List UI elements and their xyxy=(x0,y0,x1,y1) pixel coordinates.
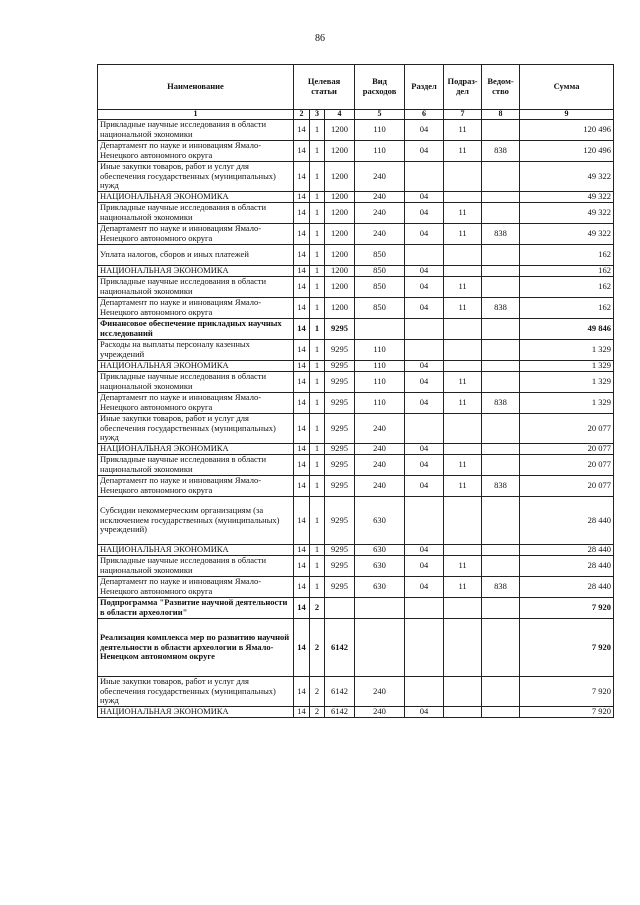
cell-sum: 49 322 xyxy=(520,162,614,192)
table-row xyxy=(98,361,614,372)
table-row xyxy=(98,414,614,444)
cell-c6: 04 xyxy=(405,120,444,141)
table-row xyxy=(98,677,614,707)
cell-c5: 240 xyxy=(355,203,405,224)
header-sum: Сумма xyxy=(520,65,614,110)
cell-c6: 04 xyxy=(405,577,444,598)
cell-c7: 11 xyxy=(444,203,482,224)
cell-sum: 49 322 xyxy=(520,224,614,245)
cell-c2: 14 xyxy=(294,677,310,707)
cell-c7 xyxy=(444,192,482,203)
cell-c4: 9295 xyxy=(325,577,355,598)
cell-c7: 11 xyxy=(444,577,482,598)
cell-c6 xyxy=(405,677,444,707)
table-row xyxy=(98,556,614,577)
cell-c6: 04 xyxy=(405,361,444,372)
cell-c6: 04 xyxy=(405,476,444,497)
cell-c7 xyxy=(444,707,482,718)
cell-c8: 838 xyxy=(482,141,520,162)
cell-c7: 11 xyxy=(444,120,482,141)
cell-c7: 11 xyxy=(444,372,482,393)
cell-c4: 9295 xyxy=(325,545,355,556)
table-row xyxy=(98,141,614,162)
cell-sum: 28 440 xyxy=(520,556,614,577)
cell-c6 xyxy=(405,414,444,444)
cell-c2: 14 xyxy=(294,556,310,577)
cell-c2: 14 xyxy=(294,497,310,545)
row-name: Департамент по науке и инновациям Ямало-Ненецкого автономного округа xyxy=(98,141,294,162)
table-row xyxy=(98,393,614,414)
cell-c5: 240 xyxy=(355,414,405,444)
cell-c3: 1 xyxy=(310,372,325,393)
cell-c8 xyxy=(482,192,520,203)
cell-c4: 6142 xyxy=(325,619,355,677)
cell-c4: 9295 xyxy=(325,556,355,577)
cell-c2: 14 xyxy=(294,455,310,476)
cell-c4: 9295 xyxy=(325,497,355,545)
cell-c8 xyxy=(482,162,520,192)
cell-c7: 11 xyxy=(444,476,482,497)
cell-c8 xyxy=(482,319,520,340)
cell-c2: 14 xyxy=(294,203,310,224)
cell-sum: 49 322 xyxy=(520,203,614,224)
cell-c5: 110 xyxy=(355,361,405,372)
cell-c3: 1 xyxy=(310,319,325,340)
cell-c2: 14 xyxy=(294,414,310,444)
cell-c8 xyxy=(482,277,520,298)
cell-c4: 1200 xyxy=(325,120,355,141)
cell-c4: 1200 xyxy=(325,162,355,192)
cell-c2: 14 xyxy=(294,340,310,361)
cell-c8 xyxy=(482,203,520,224)
row-name: Департамент по науке и инновациям Ямало-Ненецкого автономного округа xyxy=(98,298,294,319)
cell-sum: 120 496 xyxy=(520,141,614,162)
cell-c7 xyxy=(444,266,482,277)
table-row xyxy=(98,497,614,545)
row-name: Прикладные научные исследования в области национальной экономики xyxy=(98,372,294,393)
cell-c5: 240 xyxy=(355,455,405,476)
cell-c6: 04 xyxy=(405,203,444,224)
cell-c4: 6142 xyxy=(325,677,355,707)
cell-c8: 838 xyxy=(482,224,520,245)
cell-c8 xyxy=(482,361,520,372)
column-number: 9 xyxy=(520,110,614,120)
table-row xyxy=(98,277,614,298)
cell-c6: 04 xyxy=(405,455,444,476)
cell-c8 xyxy=(482,598,520,619)
table-row xyxy=(98,298,614,319)
cell-c3: 1 xyxy=(310,393,325,414)
table-row xyxy=(98,476,614,497)
row-name: Расходы на выплаты персоналу казенных учреждений xyxy=(98,340,294,361)
cell-sum: 1 329 xyxy=(520,361,614,372)
cell-c8 xyxy=(482,340,520,361)
cell-c6: 04 xyxy=(405,277,444,298)
header-target: Целевая статьи xyxy=(294,65,355,110)
cell-sum: 162 xyxy=(520,298,614,319)
cell-c5: 110 xyxy=(355,393,405,414)
cell-c6 xyxy=(405,619,444,677)
column-number: 4 xyxy=(325,110,355,120)
page-number: 86 xyxy=(315,33,325,44)
table-row xyxy=(98,224,614,245)
cell-c4: 1200 xyxy=(325,298,355,319)
cell-c7 xyxy=(444,598,482,619)
column-number: 6 xyxy=(405,110,444,120)
cell-c5: 850 xyxy=(355,266,405,277)
cell-c6: 04 xyxy=(405,298,444,319)
cell-sum: 49 846 xyxy=(520,319,614,340)
cell-c5 xyxy=(355,598,405,619)
table-row xyxy=(98,245,614,266)
cell-c5: 110 xyxy=(355,372,405,393)
cell-c6: 04 xyxy=(405,707,444,718)
cell-c7 xyxy=(444,545,482,556)
cell-c8 xyxy=(482,120,520,141)
cell-c4: 1200 xyxy=(325,245,355,266)
cell-c8 xyxy=(482,444,520,455)
cell-c2: 14 xyxy=(294,245,310,266)
cell-c5 xyxy=(355,319,405,340)
cell-c5: 240 xyxy=(355,677,405,707)
cell-c5: 630 xyxy=(355,556,405,577)
cell-c2: 14 xyxy=(294,162,310,192)
cell-c5: 240 xyxy=(355,224,405,245)
row-name: Прикладные научные исследования в области национальной экономики xyxy=(98,120,294,141)
cell-c6 xyxy=(405,598,444,619)
table-row xyxy=(98,372,614,393)
cell-c3: 1 xyxy=(310,120,325,141)
row-name: Субсидии некоммерческим организациям (за исключением государственных (муниципальных) учреждений) xyxy=(98,497,294,545)
cell-c8 xyxy=(482,245,520,266)
cell-c7 xyxy=(444,319,482,340)
cell-c2: 14 xyxy=(294,361,310,372)
cell-c5: 630 xyxy=(355,545,405,556)
row-name: НАЦИОНАЛЬНАЯ ЭКОНОМИКА xyxy=(98,192,294,203)
column-number: 3 xyxy=(310,110,325,120)
cell-sum: 28 440 xyxy=(520,497,614,545)
cell-c3: 2 xyxy=(310,707,325,718)
row-name: Департамент по науке и инновациям Ямало-Ненецкого автономного округа xyxy=(98,224,294,245)
cell-c6: 04 xyxy=(405,444,444,455)
cell-c3: 1 xyxy=(310,245,325,266)
header-department: Ведом-ство xyxy=(482,65,520,110)
cell-c4: 9295 xyxy=(325,319,355,340)
cell-c7 xyxy=(444,497,482,545)
row-name: НАЦИОНАЛЬНАЯ ЭКОНОМИКА xyxy=(98,707,294,718)
cell-sum: 7 920 xyxy=(520,598,614,619)
table-row xyxy=(98,266,614,277)
cell-c2: 14 xyxy=(294,192,310,203)
cell-sum: 162 xyxy=(520,245,614,266)
cell-c3: 1 xyxy=(310,497,325,545)
cell-c4: 9295 xyxy=(325,393,355,414)
cell-c4: 1200 xyxy=(325,224,355,245)
cell-c3: 1 xyxy=(310,414,325,444)
budget-table xyxy=(97,64,614,718)
table-row xyxy=(98,319,614,340)
cell-c5: 240 xyxy=(355,192,405,203)
cell-c7 xyxy=(444,361,482,372)
cell-c6: 04 xyxy=(405,556,444,577)
row-name: Иные закупки товаров, работ и услуг для обеспечения государственных (муниципальных) нужд xyxy=(98,677,294,707)
cell-c8 xyxy=(482,556,520,577)
table-row xyxy=(98,619,614,677)
cell-c2: 14 xyxy=(294,372,310,393)
cell-c8 xyxy=(482,677,520,707)
cell-c4: 9295 xyxy=(325,414,355,444)
table-row xyxy=(98,577,614,598)
cell-c3: 1 xyxy=(310,455,325,476)
cell-c5: 110 xyxy=(355,120,405,141)
cell-sum: 20 077 xyxy=(520,455,614,476)
cell-c4: 9295 xyxy=(325,455,355,476)
cell-c2: 14 xyxy=(294,577,310,598)
cell-c2: 14 xyxy=(294,277,310,298)
cell-c4: 9295 xyxy=(325,361,355,372)
cell-sum: 20 077 xyxy=(520,444,614,455)
cell-c4: 9295 xyxy=(325,476,355,497)
cell-c3: 1 xyxy=(310,476,325,497)
cell-c3: 1 xyxy=(310,224,325,245)
cell-c4: 1200 xyxy=(325,141,355,162)
row-name: Финансовое обеспечение прикладных научных исследований xyxy=(98,319,294,340)
cell-c4: 6142 xyxy=(325,707,355,718)
cell-c7 xyxy=(444,677,482,707)
cell-c6: 04 xyxy=(405,141,444,162)
cell-c6 xyxy=(405,497,444,545)
row-name: Прикладные научные исследования в области национальной экономики xyxy=(98,277,294,298)
column-number: 1 xyxy=(98,110,294,120)
cell-sum: 20 077 xyxy=(520,414,614,444)
cell-c3: 1 xyxy=(310,577,325,598)
cell-c4: 9295 xyxy=(325,340,355,361)
table-row xyxy=(98,340,614,361)
cell-c2: 14 xyxy=(294,298,310,319)
row-name: Подпрограмма "Развитие научной деятельности в области археологии" xyxy=(98,598,294,619)
cell-c6: 04 xyxy=(405,393,444,414)
cell-c5: 240 xyxy=(355,707,405,718)
cell-c8 xyxy=(482,545,520,556)
cell-c4: 9295 xyxy=(325,444,355,455)
cell-c8 xyxy=(482,497,520,545)
row-name: НАЦИОНАЛЬНАЯ ЭКОНОМИКА xyxy=(98,266,294,277)
cell-c5: 850 xyxy=(355,298,405,319)
cell-c7 xyxy=(444,245,482,266)
cell-c7 xyxy=(444,619,482,677)
cell-sum: 49 322 xyxy=(520,192,614,203)
cell-c7: 11 xyxy=(444,393,482,414)
cell-c5 xyxy=(355,619,405,677)
cell-sum: 7 920 xyxy=(520,677,614,707)
cell-c7: 11 xyxy=(444,224,482,245)
cell-c7 xyxy=(444,444,482,455)
cell-c7: 11 xyxy=(444,556,482,577)
column-number: 8 xyxy=(482,110,520,120)
cell-sum: 1 329 xyxy=(520,393,614,414)
cell-c6: 04 xyxy=(405,224,444,245)
cell-c2: 14 xyxy=(294,120,310,141)
cell-c2: 14 xyxy=(294,393,310,414)
cell-c7: 11 xyxy=(444,298,482,319)
cell-c5: 630 xyxy=(355,577,405,598)
cell-c7: 11 xyxy=(444,277,482,298)
cell-sum: 28 440 xyxy=(520,545,614,556)
cell-c3: 1 xyxy=(310,162,325,192)
cell-c4: 1200 xyxy=(325,192,355,203)
cell-c8 xyxy=(482,414,520,444)
cell-c3: 1 xyxy=(310,192,325,203)
cell-c4: 1200 xyxy=(325,277,355,298)
table-row xyxy=(98,120,614,141)
row-name: Иные закупки товаров, работ и услуг для обеспечения государственных (муниципальных) нужд xyxy=(98,162,294,192)
cell-c3: 1 xyxy=(310,545,325,556)
cell-c8 xyxy=(482,372,520,393)
cell-c6 xyxy=(405,162,444,192)
cell-c5: 850 xyxy=(355,245,405,266)
cell-c6: 04 xyxy=(405,545,444,556)
cell-c8: 838 xyxy=(482,298,520,319)
cell-c7 xyxy=(444,414,482,444)
cell-c2: 14 xyxy=(294,598,310,619)
cell-c6: 04 xyxy=(405,372,444,393)
cell-c8 xyxy=(482,619,520,677)
cell-c6: 04 xyxy=(405,192,444,203)
cell-c5: 240 xyxy=(355,444,405,455)
cell-c5: 110 xyxy=(355,141,405,162)
row-name: Иные закупки товаров, работ и услуг для обеспечения государственных (муниципальных) нужд xyxy=(98,414,294,444)
cell-c8: 838 xyxy=(482,577,520,598)
cell-c2: 14 xyxy=(294,707,310,718)
cell-c7: 11 xyxy=(444,455,482,476)
cell-c5: 110 xyxy=(355,340,405,361)
cell-c7 xyxy=(444,162,482,192)
cell-c3: 1 xyxy=(310,277,325,298)
row-name: Уплата налогов, сборов и иных платежей xyxy=(98,245,294,266)
cell-c3: 1 xyxy=(310,203,325,224)
table-row xyxy=(98,162,614,192)
column-number: 2 xyxy=(294,110,310,120)
table-row xyxy=(98,545,614,556)
cell-c6 xyxy=(405,245,444,266)
table-row xyxy=(98,707,614,718)
row-name: Прикладные научные исследования в области национальной экономики xyxy=(98,203,294,224)
cell-c2: 14 xyxy=(294,141,310,162)
cell-sum: 7 920 xyxy=(520,619,614,677)
cell-c2: 14 xyxy=(294,266,310,277)
cell-c8: 838 xyxy=(482,393,520,414)
cell-c5: 240 xyxy=(355,162,405,192)
table-row xyxy=(98,598,614,619)
cell-c8 xyxy=(482,707,520,718)
column-number: 7 xyxy=(444,110,482,120)
cell-c7 xyxy=(444,340,482,361)
table-row xyxy=(98,444,614,455)
cell-c4: 1200 xyxy=(325,203,355,224)
cell-sum: 1 329 xyxy=(520,340,614,361)
cell-c4: 9295 xyxy=(325,372,355,393)
row-name: НАЦИОНАЛЬНАЯ ЭКОНОМИКА xyxy=(98,361,294,372)
cell-c2: 14 xyxy=(294,224,310,245)
cell-c2: 14 xyxy=(294,476,310,497)
header-name: Наименование xyxy=(98,65,294,110)
cell-c4: 1200 xyxy=(325,266,355,277)
cell-sum: 162 xyxy=(520,266,614,277)
cell-c5: 850 xyxy=(355,277,405,298)
cell-c3: 2 xyxy=(310,619,325,677)
table-row xyxy=(98,203,614,224)
cell-c3: 1 xyxy=(310,556,325,577)
row-name: Департамент по науке и инновациям Ямало-Ненецкого автономного округа xyxy=(98,577,294,598)
cell-c3: 1 xyxy=(310,141,325,162)
cell-c3: 1 xyxy=(310,298,325,319)
cell-sum: 20 077 xyxy=(520,476,614,497)
cell-c3: 1 xyxy=(310,444,325,455)
row-name: НАЦИОНАЛЬНАЯ ЭКОНОМИКА xyxy=(98,444,294,455)
cell-c3: 1 xyxy=(310,340,325,361)
table-row xyxy=(98,455,614,476)
cell-c5: 630 xyxy=(355,497,405,545)
row-name: Департамент по науке и инновациям Ямало-Ненецкого автономного округа xyxy=(98,393,294,414)
cell-c5: 240 xyxy=(355,476,405,497)
cell-c3: 2 xyxy=(310,677,325,707)
cell-c8 xyxy=(482,266,520,277)
cell-c6 xyxy=(405,340,444,361)
cell-c8: 838 xyxy=(482,476,520,497)
cell-c2: 14 xyxy=(294,319,310,340)
header-subsection: Подраз-дел xyxy=(444,65,482,110)
cell-c2: 14 xyxy=(294,619,310,677)
cell-sum: 7 920 xyxy=(520,707,614,718)
header-expense-type: Вид расходов xyxy=(355,65,405,110)
cell-sum: 120 496 xyxy=(520,120,614,141)
cell-c4 xyxy=(325,598,355,619)
cell-c6 xyxy=(405,319,444,340)
cell-sum: 162 xyxy=(520,277,614,298)
cell-c7: 11 xyxy=(444,141,482,162)
row-name: Прикладные научные исследования в области национальной экономики xyxy=(98,455,294,476)
cell-c8 xyxy=(482,455,520,476)
column-number: 5 xyxy=(355,110,405,120)
header-section: Раздел xyxy=(405,65,444,110)
row-name: Реализация комплекса мер по развитию научной деятельности в области археологии в Ямало-Ненецком автономном округе xyxy=(98,619,294,677)
cell-c3: 2 xyxy=(310,598,325,619)
row-name: Прикладные научные исследования в области национальной экономики xyxy=(98,556,294,577)
row-name: Департамент по науке и инновациям Ямало-Ненецкого автономного округа xyxy=(98,476,294,497)
cell-sum: 1 329 xyxy=(520,372,614,393)
cell-c2: 14 xyxy=(294,444,310,455)
cell-c3: 1 xyxy=(310,266,325,277)
cell-c2: 14 xyxy=(294,545,310,556)
cell-c3: 1 xyxy=(310,361,325,372)
cell-sum: 28 440 xyxy=(520,577,614,598)
row-name: НАЦИОНАЛЬНАЯ ЭКОНОМИКА xyxy=(98,545,294,556)
table-row xyxy=(98,192,614,203)
cell-c6: 04 xyxy=(405,266,444,277)
